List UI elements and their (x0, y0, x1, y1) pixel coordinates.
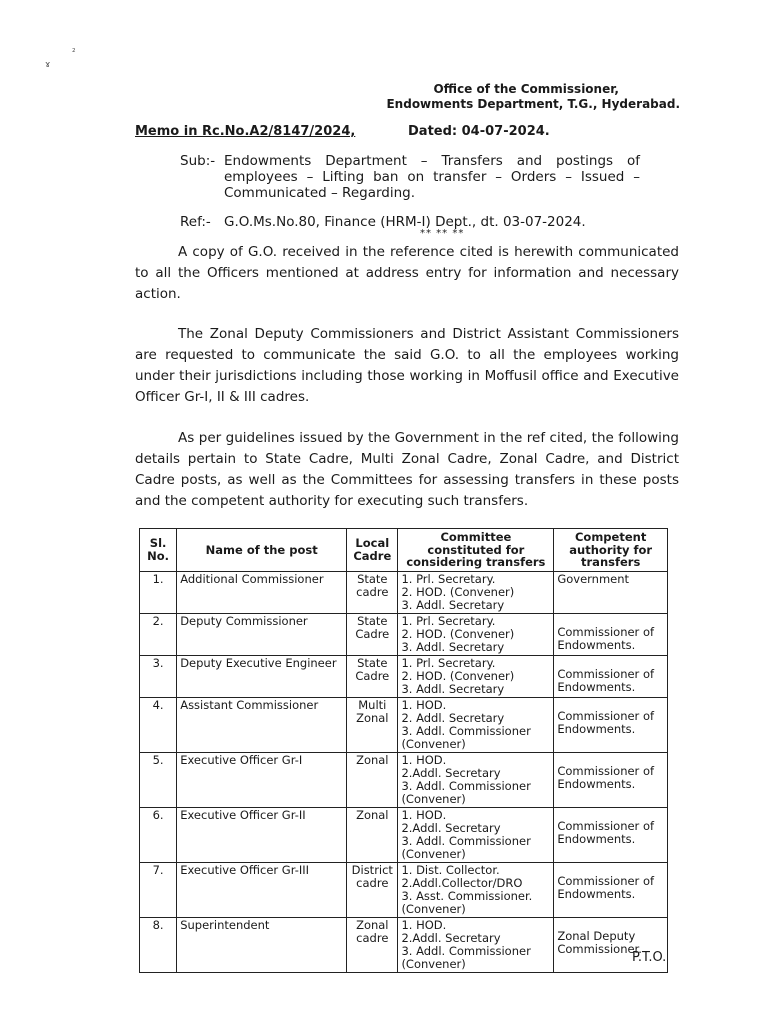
committee-member: 3. Addl. Commissioner (401, 833, 531, 848)
cell-post-name: Deputy Commissioner (177, 613, 347, 655)
cell-local-cadre: State Cadre (347, 655, 398, 697)
cell-post-name: Assistant Commissioner (177, 697, 347, 752)
committee-member: 2. Addl. Secretary (401, 710, 505, 725)
committee-member: 2.Addl. Secretary (401, 765, 501, 780)
table-row (140, 613, 668, 655)
committee-member: 1. Dist. Collector. (401, 862, 500, 877)
committee-member: 1. Prl. Secretary. (401, 613, 496, 628)
transfer-details-table (139, 528, 668, 973)
table-row (140, 697, 668, 752)
committee-member: (Convener) (401, 846, 466, 861)
cell-sl-no: 5. (140, 752, 177, 807)
table-row (140, 862, 668, 917)
committee-member: 1. HOD. (401, 752, 447, 767)
committee-member: 1. HOD. (401, 807, 447, 822)
committee-member: (Convener) (401, 901, 466, 916)
memo-number: Memo in Rc.No.A2/8147/2024, (135, 124, 356, 139)
cell-sl-no: 1. (140, 571, 177, 613)
committee-member: (Convener) (401, 736, 466, 751)
table-row (140, 752, 668, 807)
cell-local-cadre: Zonal (347, 752, 398, 807)
cell-sl-no: 6. (140, 807, 177, 862)
cell-authority: Commissioner of Endowments. (554, 862, 668, 917)
memo-date: Dated: 04-07-2024. (408, 124, 550, 139)
cell-sl-no: 4. (140, 697, 177, 752)
cell-local-cadre: State Cadre (347, 613, 398, 655)
paragraph-3: As per guidelines issued by the Government in the ref cited, the following details pertain to State Cadre, Multi Zonal Cadre, Zonal Cadre, and District Cadre posts, as well as the Committees for assessing transfers in these posts and the competent authority for executing such transfers. (135, 430, 679, 509)
committee-member: 2. HOD. (Convener) (401, 584, 515, 599)
committee-member: (Convener) (401, 956, 466, 971)
committee-member: 2.Addl. Secretary (401, 820, 501, 835)
reference-block (180, 214, 586, 230)
cell-sl-no: 3. (140, 655, 177, 697)
cell-post-name: Additional Commissioner (177, 571, 347, 613)
committee-member: 1. Prl. Secretary. (401, 655, 496, 670)
cell-local-cadre: Zonal cadre (347, 917, 398, 972)
committee-member: 1. Prl. Secretary. (401, 571, 496, 586)
committee-member: 2. HOD. (Convener) (401, 626, 515, 641)
office-line-2: Endowments Department, T.G., Hyderabad. (386, 97, 680, 111)
committee-member: 3. Addl. Secretary (401, 639, 505, 654)
cell-local-cadre: Zonal (347, 807, 398, 862)
cell-committee (398, 807, 554, 862)
table-header-row (140, 529, 668, 572)
cell-committee (398, 917, 554, 972)
cell-authority: Commissioner of Endowments. (554, 655, 668, 697)
paragraph-1: A copy of G.O. received in the reference cited is herewith communicated to all the Officers mentioned at address entry for information and necessary action. (135, 244, 679, 302)
committee-member: 2. HOD. (Convener) (401, 668, 515, 683)
subject-label: Sub:- (180, 153, 216, 169)
cell-local-cadre: District cadre (347, 862, 398, 917)
cell-local-cadre: Multi Zonal (347, 697, 398, 752)
header-local-cadre: Local Cadre (347, 529, 398, 572)
cell-committee (398, 752, 554, 807)
cell-post-name: Deputy Executive Engineer (177, 655, 347, 697)
cell-committee (398, 862, 554, 917)
cell-authority: Government (554, 571, 668, 613)
header-sl-no: Sl. No. (140, 529, 177, 572)
cell-authority: Commissioner of Endowments. (554, 807, 668, 862)
committee-member: 1. HOD. (401, 917, 447, 932)
table-row (140, 807, 668, 862)
header-authority: Competent authority for transfers (554, 529, 668, 572)
committee-member: 3. Addl. Commissioner (401, 723, 531, 738)
scan-mark: ɤ (45, 60, 51, 70)
cell-local-cadre: State cadre (347, 571, 398, 613)
cell-committee (398, 571, 554, 613)
table-row (140, 655, 668, 697)
table-row (140, 917, 668, 972)
cell-committee (398, 655, 554, 697)
cell-committee (398, 613, 554, 655)
committee-member: 2.Addl. Secretary (401, 930, 501, 945)
subject-block (180, 153, 640, 201)
header-post-name: Name of the post (177, 529, 347, 572)
cell-post-name: Executive Officer Gr-II (177, 807, 347, 862)
committee-member: 3. Addl. Commissioner (401, 943, 531, 958)
committee-member: 1. HOD. (401, 697, 447, 712)
cell-post-name: Superintendent (177, 917, 347, 972)
memo-reference-line (135, 124, 555, 139)
reference-label: Ref:- (180, 214, 211, 230)
office-address (386, 82, 680, 112)
committee-member: 3. Addl. Secretary (401, 681, 505, 696)
cell-sl-no: 8. (140, 917, 177, 972)
scan-mark: ² (72, 48, 76, 58)
table-row (140, 571, 668, 613)
committee-member: (Convener) (401, 791, 466, 806)
cell-post-name: Executive Officer Gr-I (177, 752, 347, 807)
paragraph-2: The Zonal Deputy Commissioners and District Assistant Commissioners are requested to communicate the said G.O. to all the employees working under their jurisdictions including those working in Moffusil office and Executive Officer Gr-I, II & III cadres. (135, 326, 679, 405)
cell-post-name: Executive Officer Gr-III (177, 862, 347, 917)
office-line-1: Office of the Commissioner, (433, 82, 619, 96)
cell-committee (398, 697, 554, 752)
committee-member: 3. Addl. Commissioner (401, 778, 531, 793)
committee-member: 3. Asst. Commissioner. (401, 888, 533, 903)
cell-authority: Zonal Deputy Commissioner. (554, 917, 668, 972)
reference-text: G.O.Ms.No.80, Finance (HRM-I) Dept., dt. 03-07-2024. (224, 214, 586, 230)
separator-stars: ** ** ** (420, 228, 465, 239)
committee-member: 3. Addl. Secretary (401, 597, 505, 612)
pto-note: P.T.O. (632, 950, 667, 965)
cell-sl-no: 2. (140, 613, 177, 655)
header-committee: Committee constituted for considering transfers (398, 529, 554, 572)
cell-authority: Commissioner of Endowments. (554, 697, 668, 752)
subject-text: Endowments Department – Transfers and postings of employees – Lifting ban on transfer – Orders – Issued – Communicated – Regarding. (224, 153, 640, 201)
committee-member: 2.Addl.Collector/DRO (401, 875, 523, 890)
cell-authority: Commissioner of Endowments. (554, 752, 668, 807)
cell-sl-no: 7. (140, 862, 177, 917)
cell-authority: Commissioner of Endowments. (554, 613, 668, 655)
